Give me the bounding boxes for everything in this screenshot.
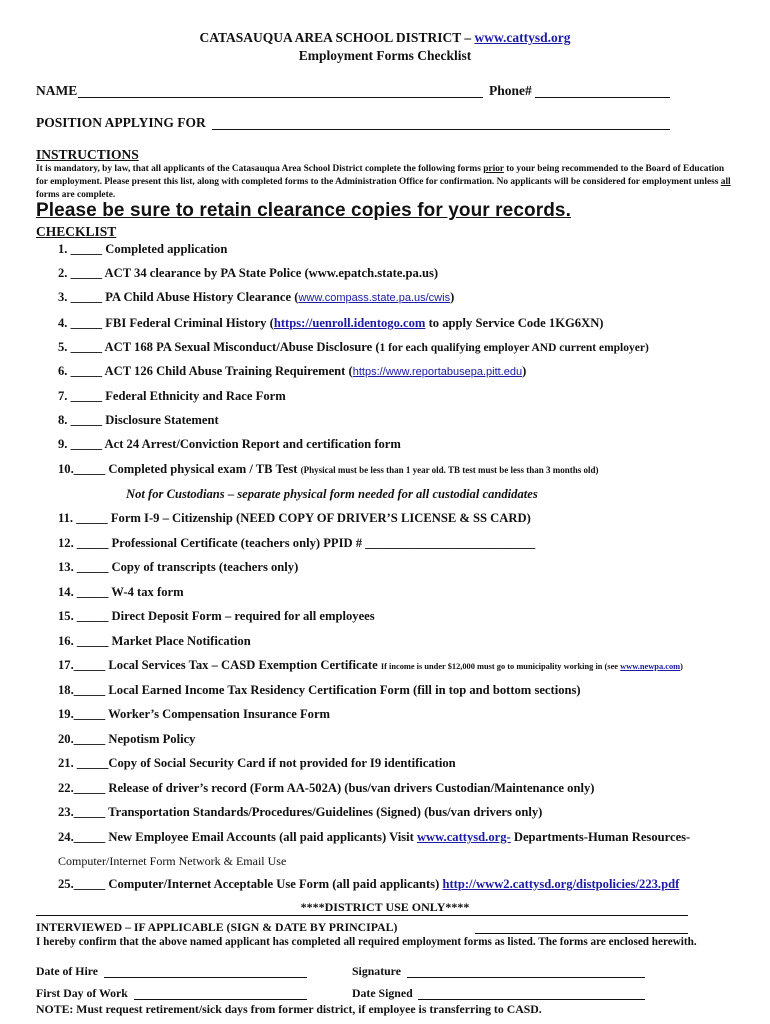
first-day-field[interactable] xyxy=(134,999,307,1000)
checklist-item-14: 14. _____ W-4 tax form xyxy=(58,585,184,599)
checklist-item-2: 2. _____ ACT 34 clearance by PA State Police (www.epatch.state.pa.us) xyxy=(58,266,439,280)
date-signed-label: Date Signed xyxy=(352,986,413,1000)
date-of-hire-label: Date of Hire xyxy=(36,964,99,978)
title-text: CATASAUQUA AREA SCHOOL DISTRICT – xyxy=(199,30,475,45)
checklist-item-6 xyxy=(58,364,526,379)
checklist-item-10 xyxy=(58,462,599,477)
item-text: 3. _____ PA Child Abuse History Clearance ( xyxy=(58,290,299,304)
checklist-item-1: 1. _____ Completed application xyxy=(58,242,228,256)
item-text: 17._____ Local Services Tax – CASD Exemption Certificate xyxy=(58,658,381,672)
item-text: ) xyxy=(450,290,455,304)
position-field[interactable] xyxy=(212,129,670,130)
checklist-item-16: 16. _____ Market Place Notification xyxy=(58,634,251,648)
checklist-item-24 xyxy=(58,830,690,845)
checklist-item-17 xyxy=(58,658,683,673)
transfer-note: NOTE: Must request retirement/sick days from former district, if employee is transferring to CASD. xyxy=(36,1002,542,1016)
newpa-link[interactable]: www.newpa.com xyxy=(620,662,681,671)
name-label: NAME xyxy=(36,83,78,98)
retain-clearance-notice: Please be sure to retain clearance copies for your records. xyxy=(36,200,571,221)
signature-label: Signature xyxy=(352,964,401,978)
interviewed-field[interactable] xyxy=(475,933,688,934)
interviewed-label: INTERVIEWED – IF APPLICABLE (SIGN & DATE BY PRINCIPAL) xyxy=(36,920,398,934)
first-day-label: First Day of Work xyxy=(36,986,128,1000)
item-text-small: (Physical must be less than 1 year old. TB test must be less than 3 months old) xyxy=(300,465,599,475)
checklist-item-18: 18._____ Local Earned Income Tax Residency Certification Form (fill in top and bottom sections) xyxy=(58,683,581,697)
date-signed-field[interactable] xyxy=(418,999,645,1000)
compass-link[interactable]: www.compass.state.pa.us/cwis xyxy=(298,292,451,304)
checklist-item-15: 15. _____ Direct Deposit Form – required for all employees xyxy=(58,609,375,623)
phone-label: Phone# xyxy=(489,83,532,98)
name-field[interactable] xyxy=(78,97,483,98)
cattysd-link[interactable]: www.cattysd.org- xyxy=(416,830,511,844)
instructions-prior: prior xyxy=(483,164,504,174)
checklist-heading: CHECKLIST xyxy=(36,224,117,239)
item-text: Departments-Human Resources- xyxy=(510,830,691,844)
item-text-small xyxy=(381,662,683,671)
custodian-note: Not for Custodians – separate physical form needed for all custodial candidates xyxy=(126,487,538,501)
item-text: ) xyxy=(522,364,527,378)
instructions-part: to your being recommended to the Board of Education for employment. Please present this list, along with completed forms to the Administration Office for confirmation. No applicants will be considered for employment unless xyxy=(36,164,725,187)
item-text: 24._____ New Employee Email Accounts (all paid applicants) Visit xyxy=(58,830,417,844)
instructions-heading: INSTRUCTIONS xyxy=(36,147,139,162)
confirmation-statement: I hereby confirm that the above named applicant has completed all required employment forms as listed. The forms are enclosed herewith. xyxy=(36,936,697,948)
checklist-item-12: 12. _____ Professional Certificate (teachers only) PPID # ___________________________ xyxy=(58,536,536,550)
document-title xyxy=(0,30,770,46)
acceptable-use-policy-link[interactable]: http://www2.cattysd.org/distpolicies/223.pdf xyxy=(442,877,680,891)
checklist-item-13: 13. _____ Copy of transcripts (teachers only) xyxy=(58,560,299,574)
item-text-small: If income is under $12,000 must go to municipality working in (see xyxy=(380,662,621,671)
item-text: 5. _____ ACT 168 PA Sexual Misconduct/Abuse Disclosure ( xyxy=(58,340,380,354)
item-text-small: 1 for each qualifying employer AND current employer) xyxy=(379,342,649,354)
item-text: 4. _____ FBI Federal Criminal History ( xyxy=(58,316,274,330)
district-use-heading: ****DISTRICT USE ONLY**** xyxy=(300,900,470,914)
checklist-item-23: 23._____ Transportation Standards/Procedures/Guidelines (Signed) (bus/van drivers only) xyxy=(58,805,543,819)
item-text: 6. _____ ACT 126 Child Abuse Training Requirement ( xyxy=(58,364,353,378)
item-text: 10._____ Completed physical exam / TB Test xyxy=(58,462,301,476)
signature-field[interactable] xyxy=(407,977,645,978)
checklist-item-9: 9. _____ Act 24 Arrest/Conviction Report and certification form xyxy=(58,437,401,451)
checklist-item-3 xyxy=(58,290,454,305)
item-text: 25._____ Computer/Internet Acceptable Use Form (all paid applicants) xyxy=(58,877,443,891)
instructions-part: forms are complete. xyxy=(36,190,116,200)
checklist-item-22: 22._____ Release of driver’s record (Form AA-502A) (bus/van drivers Custodian/Maintenance only) xyxy=(58,781,595,795)
district-website-link[interactable]: www.cattysd.org xyxy=(474,30,571,45)
instructions-all: all xyxy=(720,177,731,187)
district-use-divider xyxy=(36,915,688,916)
item-text-small: ) xyxy=(680,662,683,671)
position-label: POSITION APPLYING FOR xyxy=(36,115,206,130)
checklist-item-4 xyxy=(58,316,603,331)
instructions-part: It is mandatory, by law, that all applicants of the Catasauqua Area School District complete the following forms xyxy=(36,164,484,174)
checklist-item-19: 19._____ Worker’s Compensation Insurance Form xyxy=(58,707,331,721)
instructions-text xyxy=(36,163,736,202)
checklist-item-5 xyxy=(58,340,649,355)
checklist-item-25 xyxy=(58,877,679,892)
checklist-item-8: 8. _____ Disclosure Statement xyxy=(58,413,219,427)
checklist-item-7: 7. _____ Federal Ethnicity and Race Form xyxy=(58,389,286,403)
item-text: to apply Service Code 1KG6XN) xyxy=(425,316,604,330)
checklist-item-24-continued: Computer/Internet Form Network & Email Use xyxy=(58,854,287,868)
checklist-item-21: 21. _____Copy of Social Security Card if not provided for I9 identification xyxy=(58,756,456,770)
date-of-hire-field[interactable] xyxy=(104,977,307,978)
document-subtitle: Employment Forms Checklist xyxy=(298,48,472,63)
phone-field[interactable] xyxy=(535,97,670,98)
checklist-item-20: 20._____ Nepotism Policy xyxy=(58,732,196,746)
identogo-link[interactable]: https://uenroll.identogo.com xyxy=(273,316,426,330)
checklist-item-11: 11. _____ Form I-9 – Citizenship (NEED COPY OF DRIVER’S LICENSE & SS CARD) xyxy=(58,511,531,525)
reportabuse-link[interactable]: https://www.reportabusepa.pitt.edu xyxy=(352,366,523,378)
